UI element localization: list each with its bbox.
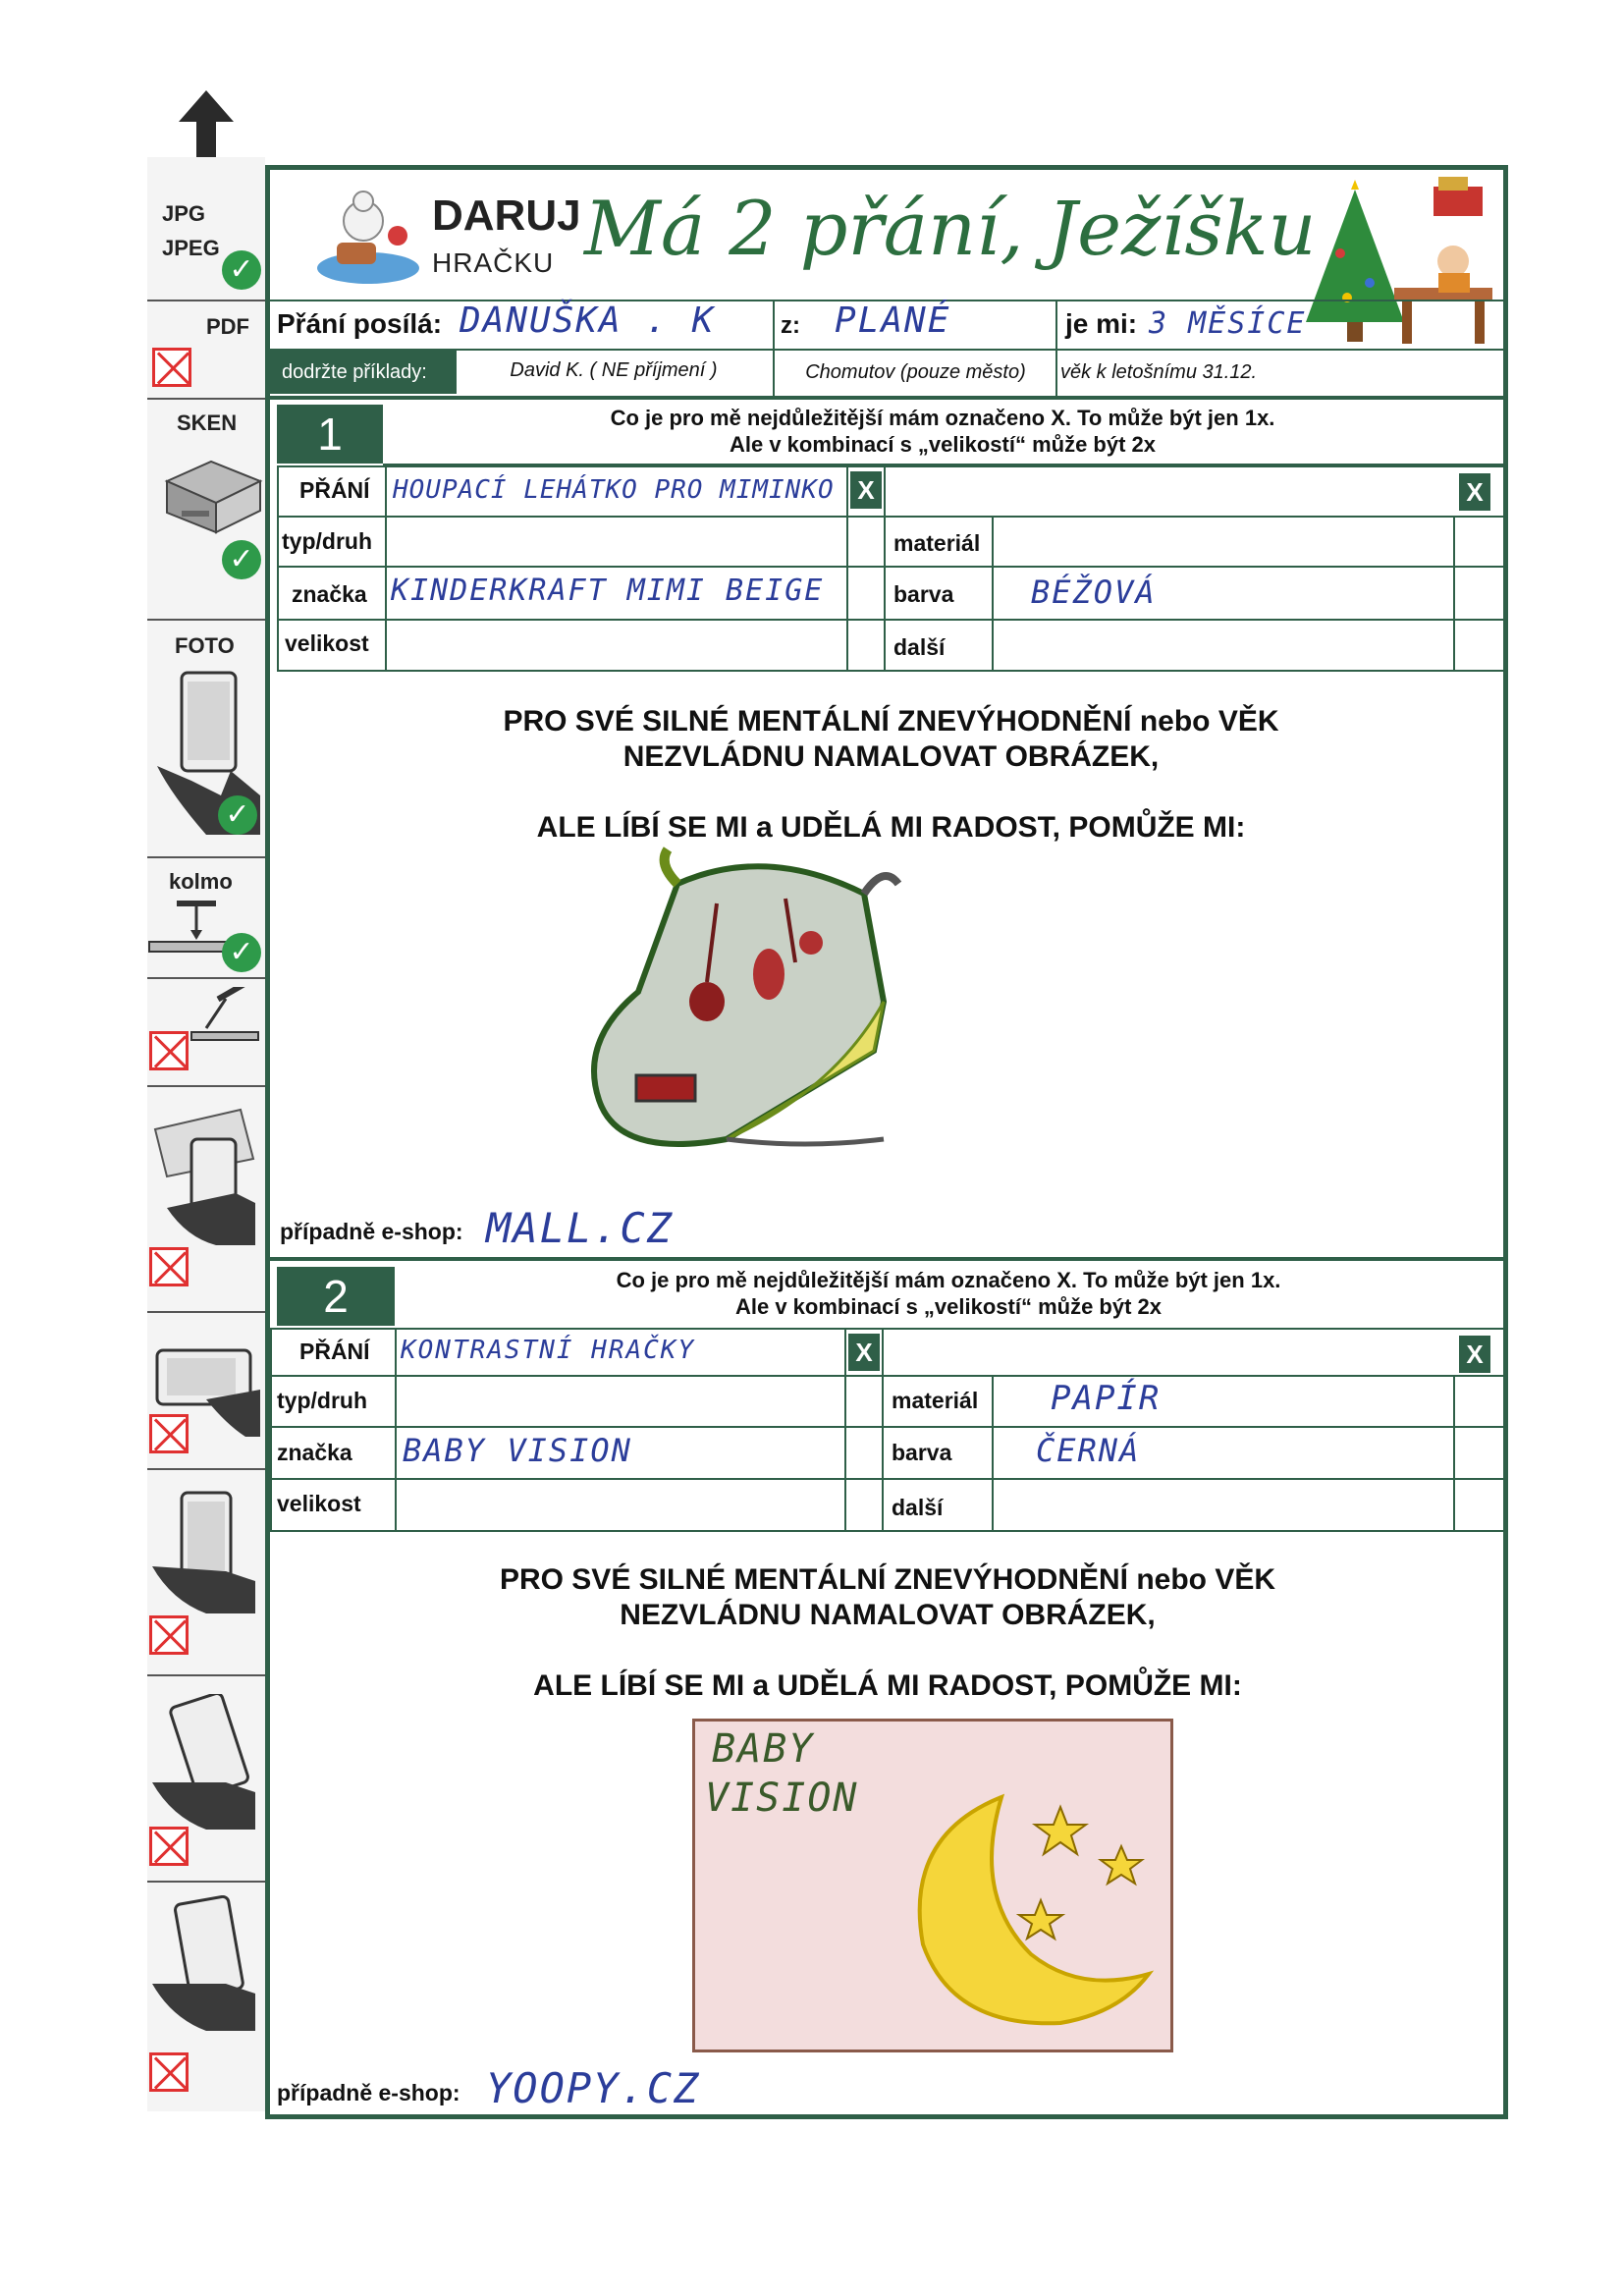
typ-label: typ/druh: [277, 1388, 367, 1413]
wish-number: 2: [277, 1267, 395, 1326]
velikost-label: velikost: [285, 630, 369, 656]
col-line: [882, 1328, 884, 1532]
caption-line2: NEZVLÁDNU NAMALOVAT OBRÁZEK,: [622, 740, 1160, 773]
example-label: dodržte příklady:: [270, 351, 457, 394]
eshop-label: případně e-shop:: [277, 2080, 460, 2105]
check-icon: ✓: [222, 250, 261, 290]
material-label: materiál: [893, 530, 981, 556]
cross-icon: [149, 2052, 189, 2092]
cell-divider: [773, 300, 775, 349]
kolmo-label: kolmo: [169, 869, 233, 894]
prani-value: HOUPACÍ LEHÁTKO PRO MIMINKO: [393, 475, 835, 505]
age-value: 3 MĚSÍCE: [1149, 306, 1307, 341]
divider: [147, 977, 265, 979]
row-line: [270, 1375, 1505, 1377]
logo-line2: HRAČKU: [432, 247, 555, 278]
cross-icon: [149, 1615, 189, 1655]
from-value: PLANÉ: [835, 301, 951, 341]
eshop-value: YOOPY.CZ: [486, 2064, 701, 2112]
row-line: [277, 619, 1505, 621]
caption-line3: ALE LÍBÍ SE MI a UDĚLÁ MI RADOST, POMŮŽE MI:: [533, 1669, 1242, 1702]
scanner-icon: [157, 442, 265, 540]
cross-icon: [152, 348, 191, 387]
divider: [147, 398, 265, 400]
typ-label: typ/druh: [282, 528, 372, 554]
material-value: PAPÍR: [1051, 1379, 1162, 1418]
prani-value: KONTRASTNÍ HRAČKY: [401, 1336, 696, 1365]
znacka-label: značka: [292, 581, 367, 607]
page-title: Má 2 přání, Ježíšku: [584, 185, 1317, 272]
barva-value: ČERNÁ: [1036, 1432, 1141, 1469]
example-age: věk k letošnímu 31.12.: [1060, 361, 1258, 383]
znacka-value: KINDERKRAFT MIMI BEIGE: [391, 574, 825, 608]
section-divider: [270, 1257, 1505, 1261]
jpeg-label: JPEG: [162, 236, 220, 260]
barva-value: BÉŽOVÁ: [1031, 574, 1157, 611]
importance-mark-left: X: [848, 1334, 880, 1371]
importance-mark-right: X: [1459, 1336, 1490, 1373]
cross-icon: [149, 1031, 189, 1070]
row-line: [277, 566, 1505, 568]
check-icon: ✓: [218, 795, 257, 835]
example-city: Chomutov (pouze město): [805, 361, 1026, 383]
barva-label: barva: [893, 581, 954, 607]
wish-note-line2: Ale v kombinací s „velikostí“ může být 2x: [734, 1294, 1163, 1319]
pdf-label: PDF: [206, 314, 249, 339]
eshop-label: případně e-shop:: [280, 1219, 463, 1244]
check-icon: ✓: [222, 540, 261, 579]
prani-label: PŘÁNÍ: [299, 1339, 370, 1364]
foto-label: FOTO: [175, 633, 235, 658]
wish-note-line2: Ale v kombinací s „velikostí“ může být 2x: [729, 432, 1157, 457]
col-line: [844, 1328, 846, 1532]
divider: [147, 300, 265, 301]
jpg-label: JPG: [162, 201, 206, 226]
cross-icon: [149, 1414, 189, 1453]
sender-value: DANUŠKA . K: [460, 301, 716, 341]
divider: [147, 1468, 265, 1470]
velikost-label: velikost: [277, 1491, 361, 1516]
caption-line1: PRO SVÉ SILNÉ MENTÁLNÍ ZNEVÝHODNĚNÍ nebo VĚK: [499, 1563, 1276, 1596]
wish-note-line1: Co je pro mě nejdůležitější mám označeno X. To může být jen 1x.: [616, 1268, 1281, 1292]
col-line: [992, 1375, 994, 1532]
check-icon: ✓: [222, 933, 261, 972]
caption-line3: ALE LÍBÍ SE MI a UDĚLÁ MI RADOST, POMŮŽE MI:: [536, 811, 1246, 844]
tilted-phone-icon: [147, 1100, 260, 1247]
wish-number: 1: [277, 405, 383, 464]
divider: [147, 1085, 265, 1087]
sken-label: SKEN: [177, 410, 238, 435]
sender-label: Přání posílá:: [277, 308, 443, 339]
row-line: [277, 516, 1505, 518]
divider: [147, 1311, 265, 1313]
eshop-value: MALL.CZ: [486, 1204, 675, 1252]
daruj-hracku-logo: [309, 182, 427, 290]
col-line: [1453, 1375, 1455, 1532]
prani-label: PŘÁNÍ: [299, 477, 370, 503]
znacka-value: BABY VISION: [403, 1432, 632, 1469]
wish-note-line1: Co je pro mě nejdůležitější mám označeno X. To může být jen 1x.: [610, 406, 1275, 430]
znacka-label: značka: [277, 1440, 352, 1465]
dalsi-label: další: [893, 634, 946, 660]
caption-line2: NEZVLÁDNU NAMALOVAT OBRÁZEK,: [620, 1599, 1156, 1631]
cross-icon: [149, 1827, 189, 1866]
row-line: [270, 1478, 1505, 1480]
drawing-text-line1: BABY: [712, 1726, 815, 1772]
col-line: [846, 465, 848, 672]
blurry-phone-icon: [147, 1895, 260, 2033]
age-label: je mi:: [1065, 308, 1138, 339]
divider: [147, 1881, 265, 1883]
dalsi-label: další: [892, 1495, 944, 1520]
divider: [147, 856, 265, 858]
moon-and-stars-icon: [864, 1777, 1159, 2043]
tilted-angle-icon: [187, 987, 260, 1046]
col-line: [395, 1328, 397, 1532]
cell-divider: [1055, 300, 1057, 396]
cell-divider: [773, 351, 775, 396]
cross-icon: [149, 1247, 189, 1286]
divider: [147, 1674, 265, 1676]
example-name: David K. ( NE příjmení ): [510, 359, 718, 381]
christmas-tree-illustration: [1286, 175, 1497, 352]
header-divider: [270, 396, 1505, 400]
logo-line1: DARUJ: [432, 191, 581, 240]
material-label: materiál: [892, 1388, 979, 1413]
caption-line1: PRO SVÉ SILNÉ MENTÁLNÍ ZNEVÝHODNĚNÍ nebo VĚK: [503, 705, 1279, 738]
divider: [147, 619, 265, 621]
barva-label: barva: [892, 1440, 952, 1465]
baby-bouncer-drawing: [560, 845, 952, 1188]
col-line: [992, 516, 994, 672]
drawing-text-line2: VISION: [705, 1776, 859, 1821]
col-line: [1453, 516, 1455, 672]
importance-mark-left: X: [850, 471, 882, 509]
from-label: z:: [781, 312, 800, 339]
importance-mark-right: X: [1459, 473, 1490, 511]
row-line: [270, 1426, 1505, 1428]
tilted-phone-icon: [147, 1694, 260, 1831]
col-line: [884, 465, 886, 672]
col-line: [385, 465, 387, 672]
phone-photo-icon: [147, 1488, 260, 1615]
